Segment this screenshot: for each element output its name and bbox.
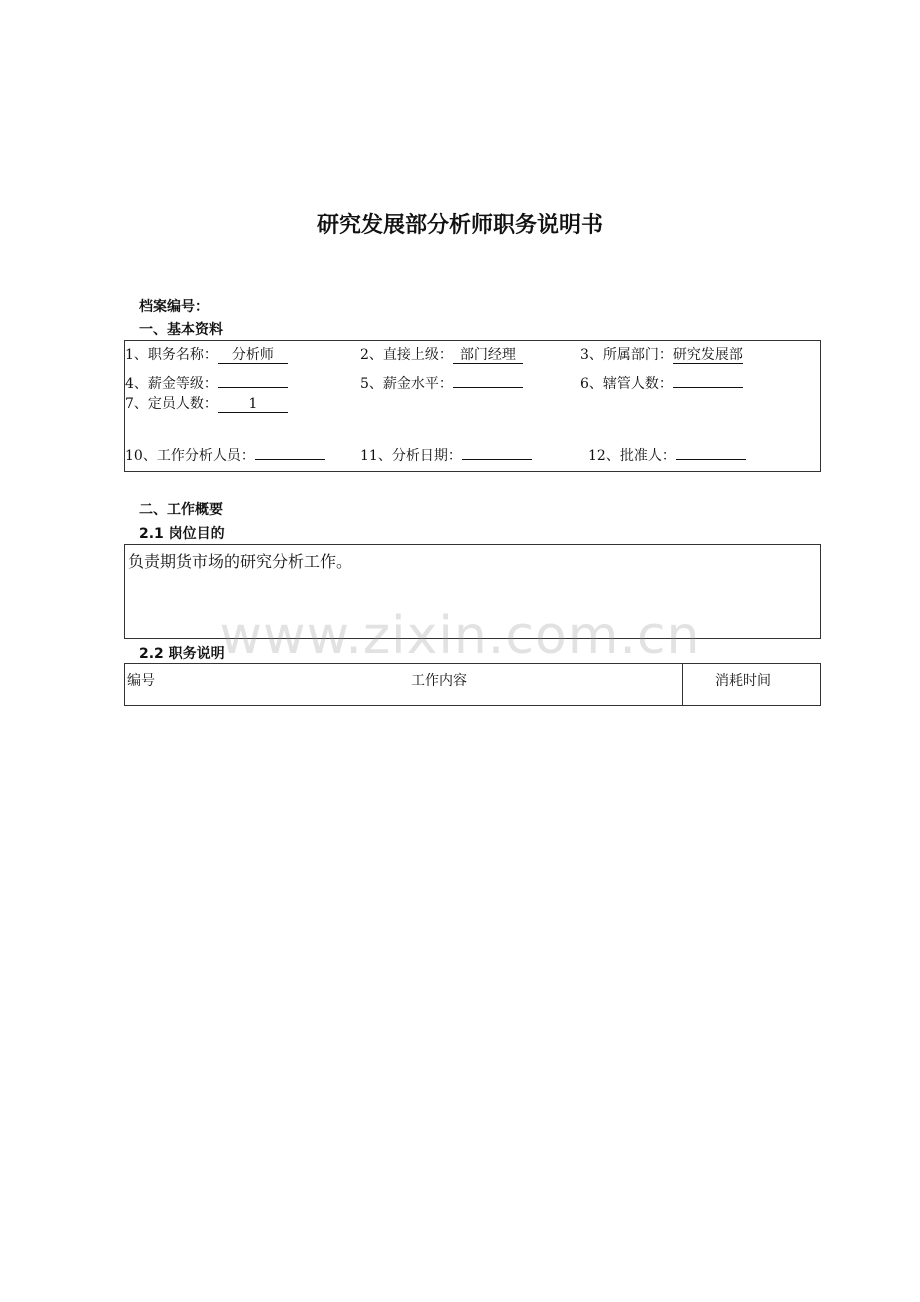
job-purpose-text: 负责期货市场的研究分析工作。 — [128, 552, 353, 571]
field-label: 5、薪金水平： — [360, 376, 453, 392]
field-value: 1 — [218, 396, 288, 413]
field-headcount — [125, 395, 288, 413]
field-label: 7、定员人数： — [125, 396, 218, 412]
basic-info-box — [124, 340, 821, 472]
watermark: www.zixin.com.cn — [219, 606, 701, 666]
field-value — [255, 443, 325, 460]
document-title: 研究发展部分析师职务说明书 — [316, 213, 603, 238]
field-label: 10、工作分析人员： — [125, 448, 255, 464]
field-department — [580, 346, 743, 364]
field-value: 分析师 — [218, 347, 288, 364]
job-purpose-box — [124, 544, 821, 639]
field-label: 3、所属部门： — [580, 347, 673, 363]
field-value — [676, 443, 746, 460]
column-header-time-spent: 消耗时间 — [715, 673, 771, 689]
field-value — [218, 371, 288, 388]
field-value: 研究发展部 — [672, 347, 743, 363]
section-basic-info-heading: 一、基本资料 — [139, 322, 223, 338]
field-value — [673, 371, 743, 388]
job-duties-table — [124, 663, 821, 706]
field-analysis-date — [360, 443, 532, 465]
field-approver — [588, 443, 746, 465]
field-label: 1、职务名称： — [125, 347, 218, 363]
field-label: 6、辖管人数： — [580, 376, 673, 392]
column-header-work-content: 工作内容 — [411, 673, 467, 689]
field-value — [462, 443, 532, 460]
field-job-analyst — [125, 443, 325, 465]
job-purpose-heading: 2.1 岗位目的 — [139, 526, 225, 542]
job-duties-heading: 2.2 职务说明 — [139, 646, 225, 662]
field-subordinates-count — [580, 371, 743, 393]
field-salary-grade — [125, 371, 288, 393]
field-label: 2、直接上级： — [360, 347, 453, 363]
field-direct-supervisor — [360, 346, 523, 364]
field-job-title — [125, 346, 288, 364]
table-column-divider — [682, 664, 683, 705]
field-salary-level — [360, 371, 523, 393]
archive-number-label: 档案编号： — [139, 299, 209, 315]
field-label: 12、批准人： — [588, 448, 676, 464]
field-label: 11、分析日期： — [360, 448, 462, 464]
field-value: 部门经理 — [453, 347, 523, 364]
field-value — [453, 371, 523, 388]
column-header-number: 编号 — [127, 673, 155, 689]
section-work-overview-heading: 二、工作概要 — [139, 502, 223, 518]
field-label: 4、薪金等级： — [125, 376, 218, 392]
